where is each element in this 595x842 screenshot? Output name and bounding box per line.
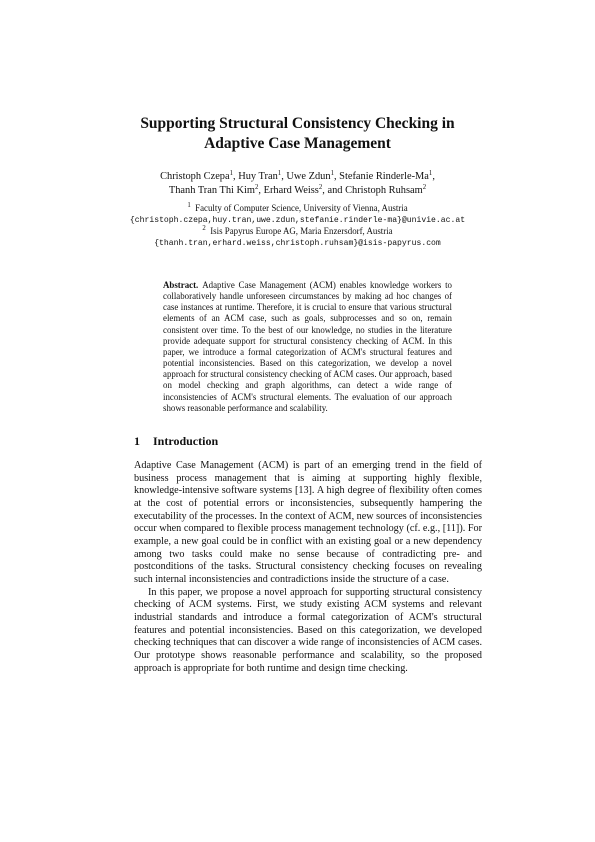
affiliation-text: Isis Papyrus Europe AG, Maria Enzersdorf, Austria [210, 226, 393, 237]
author-name: Thanh Tran Thi Kim [168, 185, 255, 196]
author-separator: , and [322, 185, 346, 196]
author-separator: , [281, 171, 287, 182]
author-line-1 [0, 170, 595, 184]
author-name: Erhard Weiss [263, 185, 319, 196]
affiliation-2 [0, 226, 595, 238]
abstract [163, 280, 452, 414]
author-separator: , [233, 171, 239, 182]
section-title: Introduction [153, 434, 219, 448]
author-affil-marker: 2 [422, 184, 427, 191]
author-line-2 [0, 184, 595, 198]
affiliation-1-email: {christoph.czepa,huy.tran,uwe.zdun,stefanie.rinderle-ma}@univie.ac.at [129, 215, 466, 225]
paper-title [0, 114, 595, 153]
author-affil-marker: 1 [428, 170, 433, 177]
author-name: Huy Tran [238, 171, 278, 182]
author-name: Christoph Ruhsam [345, 185, 423, 196]
affiliation-1 [0, 203, 595, 215]
author-name: Uwe Zdun [286, 171, 331, 182]
author-affil-marker: 1 [229, 170, 234, 177]
affiliation-2-email: {thanh.tran,erhard.weiss,christoph.ruhsam}@isis-papyrus.com [154, 238, 441, 248]
author-affil-marker: 2 [318, 184, 323, 191]
author-affil-marker: 1 [277, 170, 282, 177]
body-paragraph: Adaptive Case Management (ACM) is part of an emerging trend in the field of business process management that is aiming at supporting highly flexible, knowledge-intensive software systems [13]. A high degree of flexibility often comes at the cost of potential errors or inconsistencies, subsequently hampering the executability of the processes. In the context of ACM, new sources of inconsistencies occur when compared to flexible process management technology (cf. e.g., [11]). For example, a new goal could be in conflict with an existing goal or a new dependency among two tasks could make no sense because of contradicting pre- and postconditions of the tasks. Structural consistency checking focuses on revealing such internal inconsistencies and contradictions inside the structure of a case. [134, 460, 482, 585]
title-line-2: Adaptive Case Management [204, 134, 391, 152]
affil-marker: 2 [202, 225, 206, 233]
section-heading [134, 434, 218, 449]
author-separator: , [432, 171, 435, 182]
affil-marker: 1 [187, 202, 191, 209]
section-body [134, 460, 482, 675]
section-number: 1 [134, 434, 140, 448]
author-name: Stefanie Rinderle-Ma [339, 171, 429, 182]
author-name: Christoph Czepa [160, 171, 230, 182]
affiliation-text: Faculty of Computer Science, University of Vienna, Austria [195, 203, 408, 213]
author-affil-marker: 1 [330, 170, 334, 177]
author-list [0, 170, 595, 198]
abstract-text: Adaptive Case Management (ACM) enables knowledge workers to collaboratively handle unforeseen circumstances by making ad hoc changes of case instances at runtime. Therefore, it is crucial to ensure that various structural elements of an ACM case, such as goals, subprocesses and so on, remain consistent over time. To the best of our knowledge, no studies in the literature provide adequate support for structural consistency checking of ACM. In this paper, we introduce a formal categorization of ACM's structural features and potential inconsistencies. Based on this categorization, we develop a novel approach for structural consistency checking of ACM cases. Our approach, based on model checking and graph algorithms, can detect a wide range of inconsistencies of ACM's structural elements. The evaluation of our approach shows reasonable performance and scalability. [163, 280, 452, 413]
abstract-label: Abstract. [163, 280, 199, 290]
author-affil-marker: 2 [255, 184, 259, 191]
author-separator: , [333, 171, 340, 182]
author-separator: , [258, 185, 264, 196]
affiliation-list [0, 203, 595, 249]
body-paragraph: In this paper, we propose a novel approach for supporting structural consistency checking of ACM systems. First, we study existing ACM systems and relevant industrial standards and introduce a formal categorization of ACM's structural features and potential inconsistencies. Based on this categorization, we developed checking techniques that can discover a wide range of inconsistencies of ACM cases. Our prototype shows reasonable performance and scalability, so the proposed approach is appropriate for both runtime and design time checking. [134, 586, 482, 674]
title-line-1: Supporting Structural Consistency Checking in [140, 115, 455, 132]
